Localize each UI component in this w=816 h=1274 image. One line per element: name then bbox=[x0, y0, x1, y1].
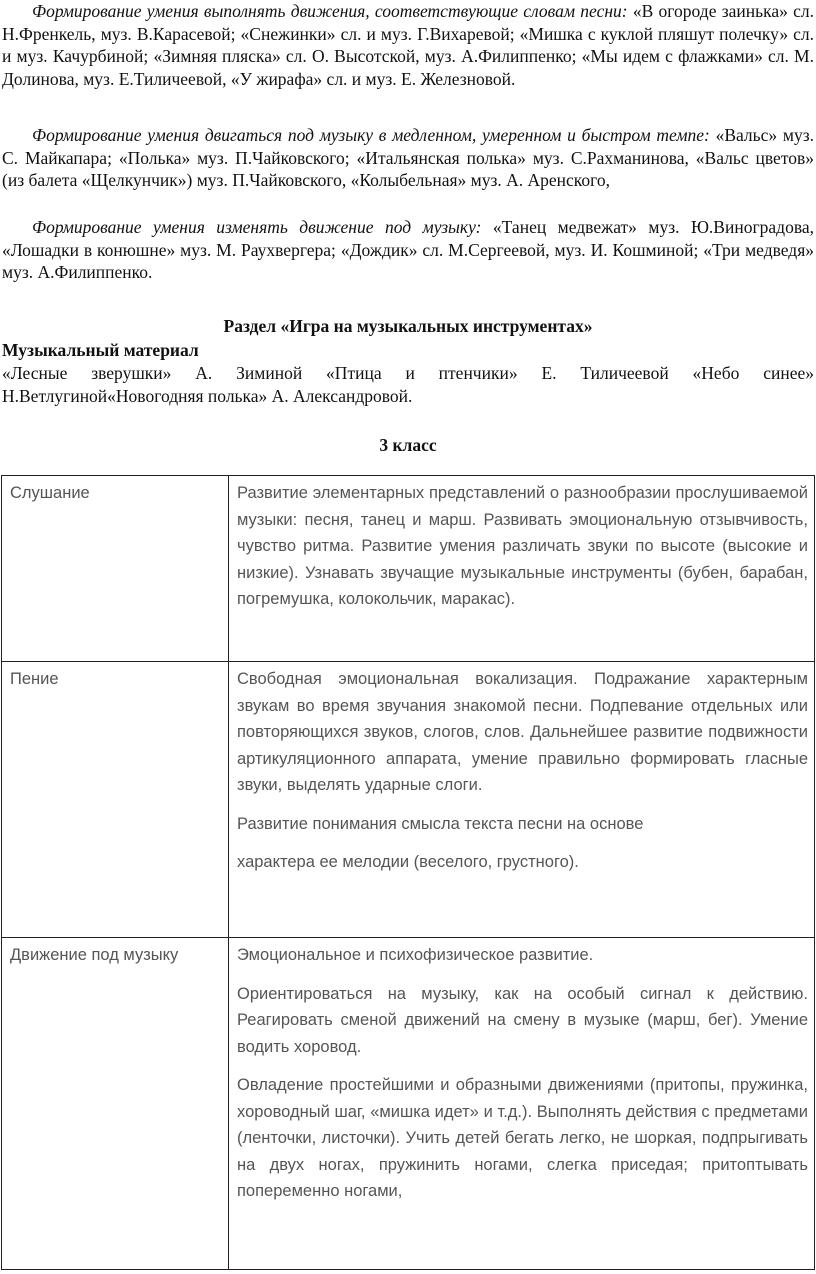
table-row bbox=[2, 662, 815, 938]
curriculum-table bbox=[1, 475, 815, 1270]
table-row bbox=[2, 938, 815, 1270]
row-paragraph: Ориентироваться на музыку, как на особый сигнал к действию. Реагировать сменой движений на смену в музыке (марш, бег). Умение водить хоровод. bbox=[237, 984, 808, 1056]
paragraph-change-movement bbox=[2, 216, 814, 284]
row-content bbox=[229, 938, 815, 1270]
grade-heading: 3 класс bbox=[379, 435, 437, 455]
row-label: Пение bbox=[2, 662, 229, 938]
row-label: Слушание bbox=[2, 476, 229, 662]
row-paragraph: Овладение простейшими и образными движениями (притопы, пружинка, хороводный шаг, «мишка идет» и т.д.). Выполнять действия с предметами (ленточки, листочки). Учить детей бегать легко, не шоркая, подпрыгивать на двух ногах, пружинить ногами, слегка приседая; притоптывать попеременно ногами, bbox=[237, 1076, 808, 1200]
paragraph-lead: Формирование умения выполнять движения, соответствующие словам песни: bbox=[32, 1, 628, 21]
row-label: Движение под музыку bbox=[2, 938, 229, 1270]
paragraph-tempo-movements bbox=[2, 124, 814, 192]
material-text: «Лесные зверушки» А. Зиминой «Птица и птенчики» Е. Тиличеевой «Небо синее» Н.Ветлугиной«Новогодняя полька» А. Александровой. bbox=[2, 363, 814, 406]
paragraph-text: «Вальс» муз. С. Майкапара; «Полька» муз. П.Чайковского; «Итальянская полька» муз. С.Рахманинова, «Вальс цветов» (из балета «Щелкунчик») муз. П.Чайковского, «Колыбельная» муз. А. Аренского, bbox=[2, 125, 814, 190]
row-paragraph: характера ее мелодии (веселого, грустного). bbox=[237, 853, 579, 871]
paragraph-movements-to-lyrics bbox=[2, 0, 814, 90]
paragraph-lead: Формирование умения изменять движение под музыку: bbox=[32, 217, 482, 237]
paragraph-text: «Танец медвежат» муз. Ю.Виноградова, «Лошадки в конюшне» муз. М. Раухвергера; «Дождик» сл. М.Сергеевой, муз. И. Кошминой; «Три медведя» муз. А.Филиппенко. bbox=[2, 217, 814, 282]
row-paragraph: Эмоциональное и психофизическое развитие. bbox=[237, 946, 594, 964]
table-row bbox=[2, 476, 815, 662]
material-heading: Музыкальный материал bbox=[2, 340, 199, 360]
paragraph-lead: Формирование умения двигаться под музыку в медленном, умеренном и быстром темпе: bbox=[32, 125, 710, 145]
row-paragraph: Развитие элементарных представлений о разнообразии прослушиваемой музыки: песня, танец и марш. Развивать эмоциональную отзывчивость, чувство ритма. Развитие умения различать звуки по высоте (высокие и низкие). Узнавать звучащие музыкальные инструменты (бубен, барабан, погремушка, колокольчик, маракас). bbox=[237, 484, 808, 608]
section-heading: Раздел «Игра на музыкальных инструментах» bbox=[223, 316, 593, 336]
row-paragraph: Свободная эмоциональная вокализация. Подражание характерным звукам во время звучания знакомой песни. Подпевание отдельных или повторяющихся звуков, слогов, слов. Дальнейшее развитие подвижности артикуляционного аппарата, умение правильно формировать гласные звуки, выделять ударные слоги. bbox=[237, 670, 808, 794]
row-content bbox=[229, 662, 815, 938]
row-content bbox=[229, 476, 815, 662]
row-paragraph: Развитие понимания смысла текста песни на основе bbox=[237, 814, 644, 833]
paragraph-text: «В огороде заинька» сл. Н.Френкель, муз. В.Карасевой; «Снежинки» сл. и муз. Г.Вихаревой; «Мишка с куклой пляшут полечку» сл. и муз. Качурбиной; «Зимняя пляска» сл. О. Высотской, муз. А.Филиппенко; «Мы идем с флажками» сл. М. Долинова, муз. Е.Тиличеевой, «У жирафа» сл. и муз. Е. Железновой. bbox=[2, 1, 814, 89]
